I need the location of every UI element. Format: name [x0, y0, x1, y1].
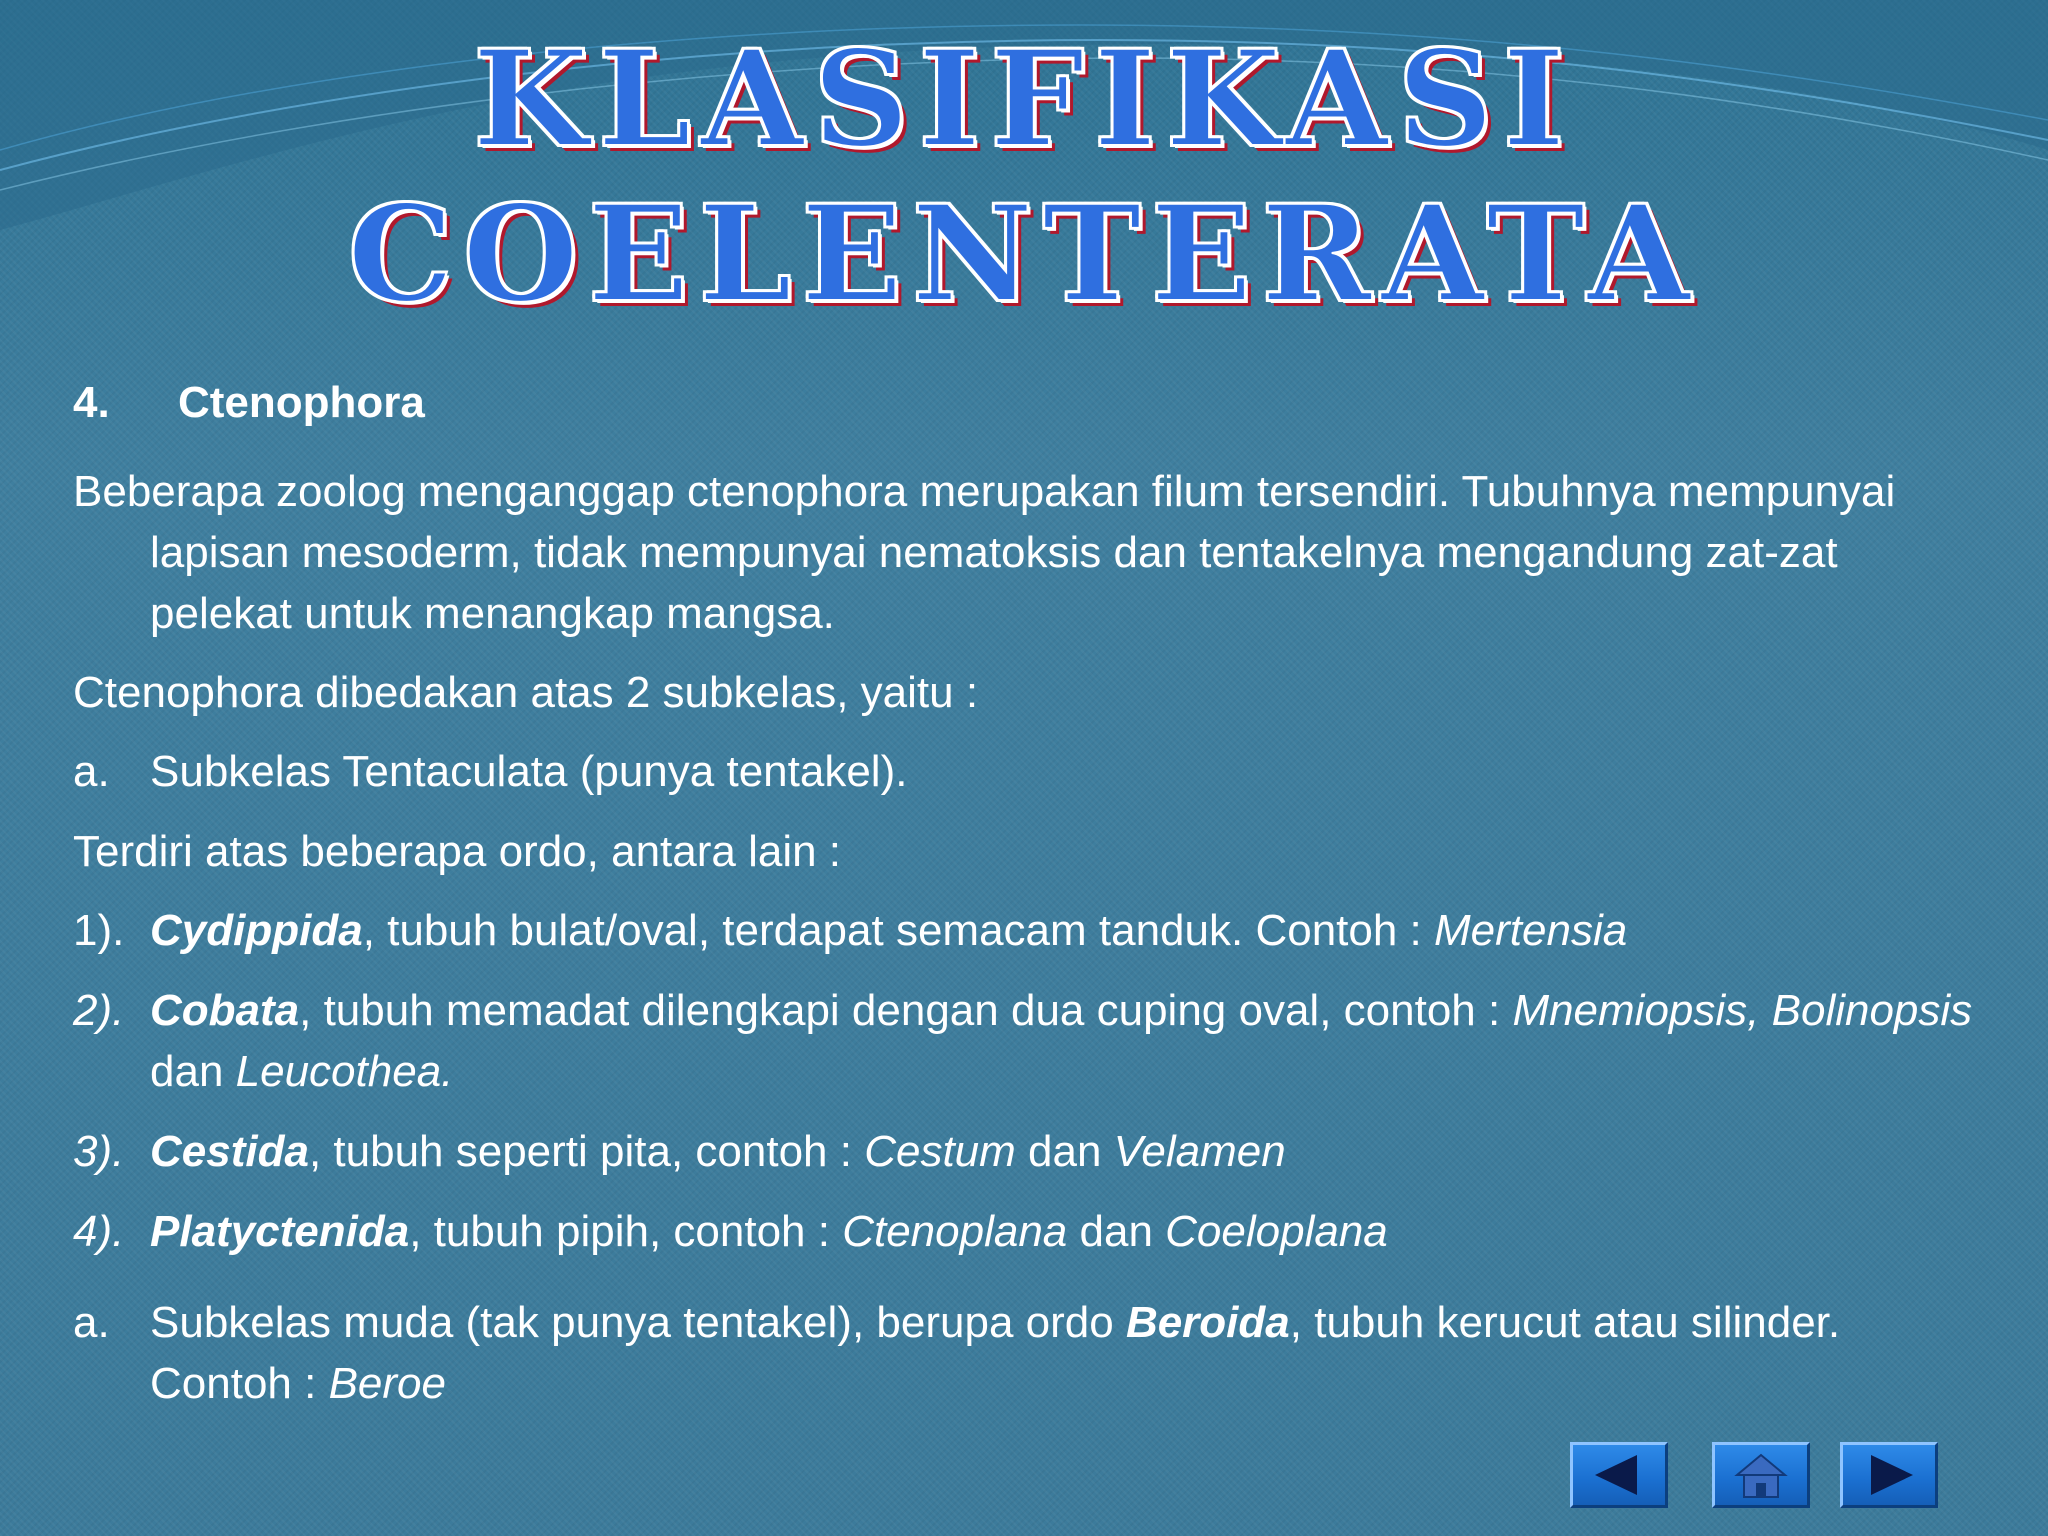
list-marker: 3).: [73, 1127, 125, 1176]
order-name: Cydippida: [150, 906, 363, 955]
subclasses-paragraph: Ctenophora dibedakan atas 2 subkelas, yaitu :: [73, 668, 979, 717]
prev-button[interactable]: [1570, 1442, 1668, 1508]
intro-paragraph: Beberapa zoolog menganggap ctenophora merupakan filum tersendiri. Tubuhnya mempunyai lapisan mesoderm, tidak mempunyai nematoksis dan tentakelnya mengandung zat-zat pelekat untuk menangkap mangsa.: [73, 467, 1896, 638]
order-examples-2: Velamen: [1113, 1127, 1286, 1176]
section-heading: [73, 372, 1973, 433]
list-marker: a.: [73, 1298, 110, 1347]
order-name: Cobata: [150, 986, 300, 1035]
order-examples: Cestum: [864, 1127, 1016, 1176]
subclass-a-text: Subkelas Tentaculata (punya tentakel).: [150, 747, 908, 796]
order-desc: , tubuh memadat dilengkapi dengan dua cuping oval, contoh :: [299, 986, 1513, 1035]
order-conj: dan: [1015, 1127, 1114, 1176]
subclass-b-text-2: , tubuh kerucut atau silinder. Contoh :: [150, 1298, 1841, 1408]
subclass-b-example: Beroe: [328, 1359, 446, 1408]
slide-content: [73, 372, 1973, 1433]
order-item-2: [73, 980, 1973, 1102]
section-name: Ctenophora: [178, 378, 425, 427]
order-name: Cestida: [150, 1127, 309, 1176]
triangle-right-icon: [1843, 1445, 1935, 1505]
house-icon: [1715, 1445, 1807, 1505]
order-examples-2: Leucothea.: [235, 1047, 454, 1096]
order-desc: , tubuh bulat/oval, terdapat semacam tanduk. Contoh :: [362, 906, 1435, 955]
order-name: Platyctenida: [150, 1207, 410, 1256]
order-examples: Ctenoplana: [842, 1207, 1068, 1256]
order-conj: dan: [150, 1047, 236, 1096]
order-desc: , tubuh seperti pita, contoh :: [308, 1127, 865, 1176]
order-desc: , tubuh pipih, contoh :: [409, 1207, 843, 1256]
subclass-b-text-1: Subkelas muda (tak punya tentakel), berupa ordo: [150, 1298, 1126, 1347]
orders-intro-paragraph: Terdiri atas beberapa ordo, antara lain :: [73, 827, 842, 876]
order-item-1: [73, 900, 1973, 961]
order-conj: dan: [1067, 1207, 1166, 1256]
order-examples-2: Coeloplana: [1165, 1207, 1388, 1256]
list-marker: 4).: [73, 1207, 125, 1256]
order-item-4: [73, 1201, 1973, 1262]
order-examples: Mertensia: [1434, 906, 1628, 955]
navigation-bar: [0, 1442, 2048, 1510]
subclass-b-item: [73, 1292, 1973, 1414]
order-item-3: [73, 1121, 1973, 1182]
home-button[interactable]: [1712, 1442, 1810, 1508]
triangle-left-icon: [1573, 1445, 1665, 1505]
slide-title: KLASIFIKASI COELENTERATA: [348, 22, 1700, 332]
list-marker: 2).: [73, 986, 125, 1035]
next-button[interactable]: [1840, 1442, 1938, 1508]
list-marker: a.: [73, 747, 110, 796]
subclass-b-order: Beroida: [1125, 1298, 1290, 1347]
section-number: 4.: [73, 378, 110, 427]
list-marker: 1).: [73, 906, 125, 955]
order-examples: Mnemiopsis, Bolinopsis: [1512, 986, 1973, 1035]
subclass-a-item: [73, 741, 1973, 802]
